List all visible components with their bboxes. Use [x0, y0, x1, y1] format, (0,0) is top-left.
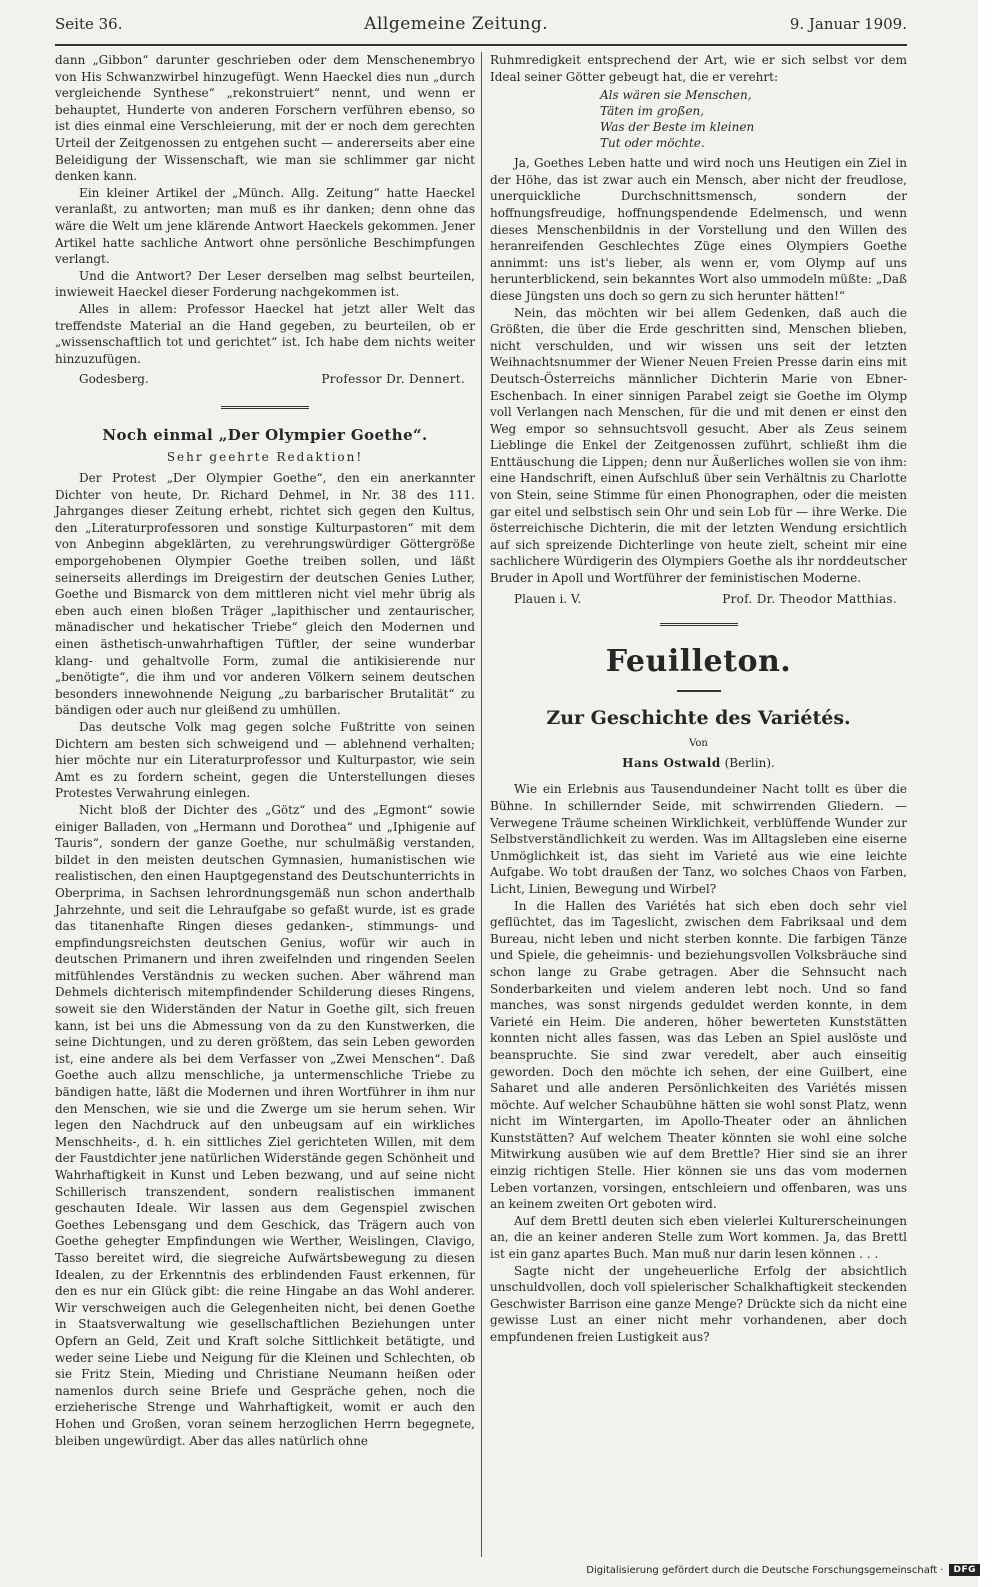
paragraph: Der Protest „Der Olympier Goethe“, den ein anerkannter Dichter von heute, Dr. Richard Dehmel, in Nr. 38 des 111. Jahrganges dieser Zeitung erhebt, richtet sich gegen den Kultus, den „Literaturprofessoren und sonstige Kulturpastoren“ mit dem von Anbeginn abgeklärten, zu verehrungswürdiger Göttergröße emporgehobenen Olympier Goethe treiben sollen, und läßt seinerseits allerdings im Dreigestirn der deutschen Genies Luther, Goethe und Bismarck von dem mittleren nicht viel mehr übrig als eben auch einen bloßen Träger „lapithischer und zentaurischer, mänadischer und hekatischer Triebe“ gleich den Modernen und einen ästhetisch-unwahrhaftigen Tüftler, der seine wunderbar klang- und gehaltvolle Form, zumal die antikisierende nur „benötigte“, die ihm und vor anderen Völkern seinem deutschen besonders innewohnende Neigung „zu barbarischer Brutalität“ zu bändigen oder auch nur gleißend zu umhüllen. [55, 471, 475, 718]
paragraph: Das deutsche Volk mag gegen solche Fußtritte von seinen Dichtern am besten sich schweigend und — ablehnend verhalten; hier möchte nur ein Literaturprofessor und Kulturpastor, wie sein Amt es zu fordern scheint, gegen die Unterstellungen dieses Protestes Verwahrung einlegen. [55, 719, 475, 801]
paragraph: Ruhmredigkeit entsprechend der Art, wie er sich selbst vor dem Ideal seiner Götter gebeugt hat, die er verehrt: [490, 53, 907, 84]
byline-author: Hans Ostwald [622, 755, 721, 770]
page-header [55, 14, 907, 44]
feuilleton-section [490, 644, 907, 1345]
verse-line: Täten im großen, [600, 104, 705, 119]
byline [490, 755, 907, 772]
signature-author: Professor Dr. Dennert. [321, 372, 465, 387]
column-divider [481, 52, 482, 1557]
verse-line: Als wären sie Menschen, [600, 88, 752, 103]
heading-rule [677, 690, 721, 692]
funding-credit: Digitalisierung gefördert durch die Deutsche Forschungsgemeinschaft · [586, 1564, 944, 1576]
paragraph: dann „Gibbon“ darunter geschrieben oder dem Menschenembryo von His Schwanzwirbel hinzugefügt. Wenn Haeckel dies nun „durch vergleichende Synthese“ „rekonstruiert“ nennt, und wenn er behauptet, Hunderte von anderen Forschern verführen ebenso, so ist dies einmal eine Verschleierung, mit der er noch dem gerechten Urteil der Zeitgenossen zu entgehen sucht — andererseits aber eine Beleidigung der Wissenschaft, wie man sie schlimmer gar nicht denken kann. [55, 53, 475, 184]
byline-prefix: Von [689, 738, 708, 750]
masthead: Allgemeine Zeitung. [364, 14, 549, 34]
article-title: Zur Geschichte des Variétés. [546, 707, 851, 730]
section-separator [660, 623, 738, 626]
paragraph: Nein, das möchten wir bei allem Gedenken, daß auch die Größten, die über die Erde geschritten sind, Menschen blieben, nicht verschulden, und wir wissen uns seit der letzten Weihnachtsnummer der Wiener Neuen Freien Presse darin eins mit Deutsch-Österreichs männlicher Dichterin Marie von Ebner-Eschenbach. In einer sinnigen Parabel zeigt sie Goethe im Olymp voll Verlangen nach Menschen, für die und mit denen er einst den Weg empor so sehnsuchtsvoll gesucht. Aber als Zeus seinem Lieblinge die Enkel der Zeitgenossen zuführt, schließt ihm die Enttäuschung die Lippen; denn nur Äußerliches wollen sie von ihm: eine Handschrift, einen Aufschluß über sein Verhältnis zu Charlotte von Stein, seine Stimme für einen Phonographen, oder die meisten gar eitel und selbstisch sein Ohr und sein Lob für — ihre Werke. Die österreichische Dichterin, die mit der letzten Wendung ersichtlich auf sich spreizende Dichterlinge von heute zielt, scheint mir eine sachlichere Würdigerin des Olympiers Goethe als ihr norddeutscher Bruder in Apoll und Wortführer der feministischen Moderne. [490, 305, 907, 586]
paragraph: Nicht bloß der Dichter des „Götz“ und des „Egmont“ sowie einiger Balladen, von „Hermann und Dorothea“ und „Iphigenie auf Tauris“, sondern der ganze Goethe, nur schulmäßig verstanden, bildet in den meisten deutschen Gymnasien, humanistischen wie realistischen, den einen Hauptgegenstand des Deutschunterrichts in Oberprima, in Sachsen lehrordnungsgemäß nun schon anderthalb Jahrzehnte, und seit die Lehraufgabe so gefaßt wurde, ist es grade das titanenhafte Ringen dieses gedanken-, stimmungs- und empfindungsreichsten deutschen Genius, wofür wir auch in deutschen Primanern und ihren zweifelnden und ringenden Seelen mitfühlendes Verständnis zu wecken suchen. Aber während man Dehmels dichterisch mitempfindender Schilderung dieses Ringens, soweit sie den Widerständen der Natur in Goethe gilt, sich freuen kann, ist bei uns die Abmessung von da zu den Kunstwerken, die seine Dichtungen, und zu deren größtem, das sein Leben geworden ist, eine andere als bei dem Verfasser von „Zwei Menschen“. Daß Goethe auch allzu menschliche, ja untermenschliche Triebe zu bändigen hatte, läßt die Modernen und ihren Wortführer in ihm nur den Menschen, wie sie und die Zwerge um sie herum sehen. Wir legen den Nachdruck auf den unbeugsam auf ein wirkliches Menschheits-, d. h. ein sittliches Ziel gerichteten Willen, mit dem der Faustdichter jene natürlichen Widerstände gegen Schönheit und Wahrhaftigkeit in Kunst und Leben bezwang, und auf seine nicht Schillerisch transzendent, sondern realistischen immanent geschauten Ideale. Wir lassen aus dem Gegenspiel zwischen Goethes Lebensgang und dem Geschick, das Trägern auch von Goethe gehegter Empfindungen wie Werther, Weislingen, Clavigo, Tasso bereitet wird, die siegreiche Aufwärtsbewegung zu diesen Idealen, zu der Erkenntnis des erblindenden Faust erkennen, für den es nur ein Glück gibt: die reine Hingabe an das Wohl anderer. Wir verschweigen auch die Gelegenheiten nicht, bei denen Goethe in Staatsverwaltung wie gesellschaftlichen Beziehungen unter Opfern an Geld, Zeit und Kraft solche Sittlichkeit betätigte, und weder seine Liebe und Neigung für die Kleinen und Schlechten, ob sie Fritz Stein, Mieding und Christiane Neumann heißen oder namenlos durch seine Briefe und Gespräche gehen, noch die erzieherische Strenge und Wahrhaftigkeit, womit er auch den Hohen und Großen, voran seinem herzoglichen Herrn begegnete, bleiben ungewürdigt. Aber das alles natürlich ohne [55, 802, 475, 1448]
paragraph: Ja, Goethes Leben hatte und wird noch uns Heutigen ein Ziel in der Höhe, das ist zwar auch ein Mensch, aber nicht der freudlose, unerquickliche Durchschnittsmensch, sondern der hoffnungsfreudige, hoffnungspendende Edelmensch, und wenn dieses Menschenbildnis in der Vorstellung und den Willen des heranreifenden Geschlechtes Züge eines Olympiers Goethe annimmt: uns ist's lieber, als wenn er, vom Olymp auf uns herunterblickend, sein bekanntes Wort also ummodeln müßte: „Daß diese Jüngsten uns doch so gern zu sich herunter hätten!“ [490, 156, 907, 303]
paragraph: Wie ein Erlebnis aus Tausendundeiner Nacht tollt es über die Bühne. In schillernder Seide, mit schwirrenden Gliedern. — Verwegene Träume scheinen Wirklichkeit, verblüffende Wunder zur Selbstverständlichkeit zu werden. Was im Alltagsleben eine eiserne Unmöglichkeit ist, das sieht im Varieté aus wie eine leichte Aufgabe. Wo tobt draußen der Tanz, wo solches Chaos von Farben, Licht, Linien, Bewegung und Wirbel? [490, 782, 907, 896]
section-heading: Feuilleton. [605, 644, 792, 680]
salutation: Sehr geehrte Redaktion! [166, 450, 364, 465]
paragraph: Sagte nicht der ungeheuerliche Erfolg der absichtlich unschuldvollen, doch voll spielerischer Schalkhaftigkeit steckenden Geschwister Barrison eine ganze Menge? Drückte sich da nicht eine gewisse Lust an einer nicht mehr vorhandenen, aber doch empfundenen freien Lustigkeit aus? [490, 1263, 907, 1344]
verse-line: Was der Beste im kleinen [600, 120, 755, 135]
issue-date: 9. Januar 1909. [789, 15, 907, 33]
signature [490, 587, 907, 608]
signature-place: Godesberg. [79, 372, 149, 387]
page-number: Seite 36. [55, 15, 123, 33]
paragraph: Auf dem Brettl deuten sich eben vielerlei Kulturerscheinungen an, die an keiner anderen Stelle zum Wort kommen. Ja, das Brettl ist ein ganz apartes Buch. Man muß nur darin lesen können . . . [490, 1213, 907, 1262]
digitization-footer [560, 1560, 980, 1580]
scan-margin [978, 0, 1000, 1587]
section-separator [221, 406, 309, 409]
dennert-article [55, 52, 475, 388]
paragraph: In die Hallen des Variétés hat sich eben doch sehr viel geflüchtet, das im Tageslicht, zwischen dem Fabriksaal und dem Bureau, nicht leben und nicht sterben konnte. Die farbigen Tänze und Spiele, die geheimnis- und beziehungsvollen Volksbräuche sind schon lange zu Grabe getragen. Aber die Sehnsucht nach Sonderbarkeiten und vielem anderen lebt noch. Und so fand manches, was sonst nirgends geduldet werden konnte, in dem Varieté ein Heim. Die anderen, höher bewerteten Kunststätten konnten nicht alles fassen, was das Leben an Spiel auslöste und beanspruchte. Sie sind zwar veredelt, aber auch einseitig geworden. Doch den möchte ich sehen, der eine Guilbert, eine Saharet und alle anderen Persönlichkeiten des Variétés missen möchte. Auf welcher Schaubühne hätten sie wohl sonst Platz, wenn nicht im Wintergarten, im Apollo-Theater oder an ähnlichen Kunststätten? Auf welchem Theater könnten sie wohl eine solche Mitwirkung ausüben wie auf dem Brettle? Hier sind sie an ihrer einzig richtigen Stelle. Hier können sie uns das vom modernen Leben vortanzen, vorsingen, entschleiern und offenbaren, was uns an keinem zweiten Ort geboten wird. [490, 898, 907, 1212]
right-column [490, 52, 907, 1346]
signature-author: Prof. Dr. Theodor Matthias. [722, 591, 897, 606]
paragraph: Alles in allem: Professor Haeckel hat jetzt aller Welt das treffendste Material an die Hand gegeben, zu beurteilen, ob er „wissenschaftlich tot und gerichtet“ ist. Ich habe dem nichts weiter hinzuzufügen. [55, 301, 475, 366]
dfg-logo: DFG [949, 1564, 980, 1576]
article-title: Noch einmal „Der Olympier Goethe“. [102, 425, 428, 444]
signature [55, 367, 475, 388]
verse-quote [600, 87, 907, 151]
paragraph: Und die Antwort? Der Leser derselben mag selbst beurteilen, inwieweit Haeckel dieser Forderung nachgekommen ist. [55, 268, 475, 300]
olympier-article [55, 427, 475, 1449]
header-rule [55, 44, 907, 46]
byline-origin: (Berlin). [724, 755, 775, 770]
signature-place: Plauen i. V. [514, 591, 582, 606]
left-column [55, 52, 475, 1449]
paragraph: Ein kleiner Artikel der „Münch. Allg. Zeitung“ hatte Haeckel veranlaßt, zu antworten; man muß es ihr danken; denn ohne das wäre die Welt um jene klärende Antwort Haeckels gekommen. Jener Artikel hatte sachliche Antwort ohne persönliche Beschimpfungen verlangt. [55, 185, 475, 267]
verse-line: Tut oder möchte. [600, 136, 705, 151]
